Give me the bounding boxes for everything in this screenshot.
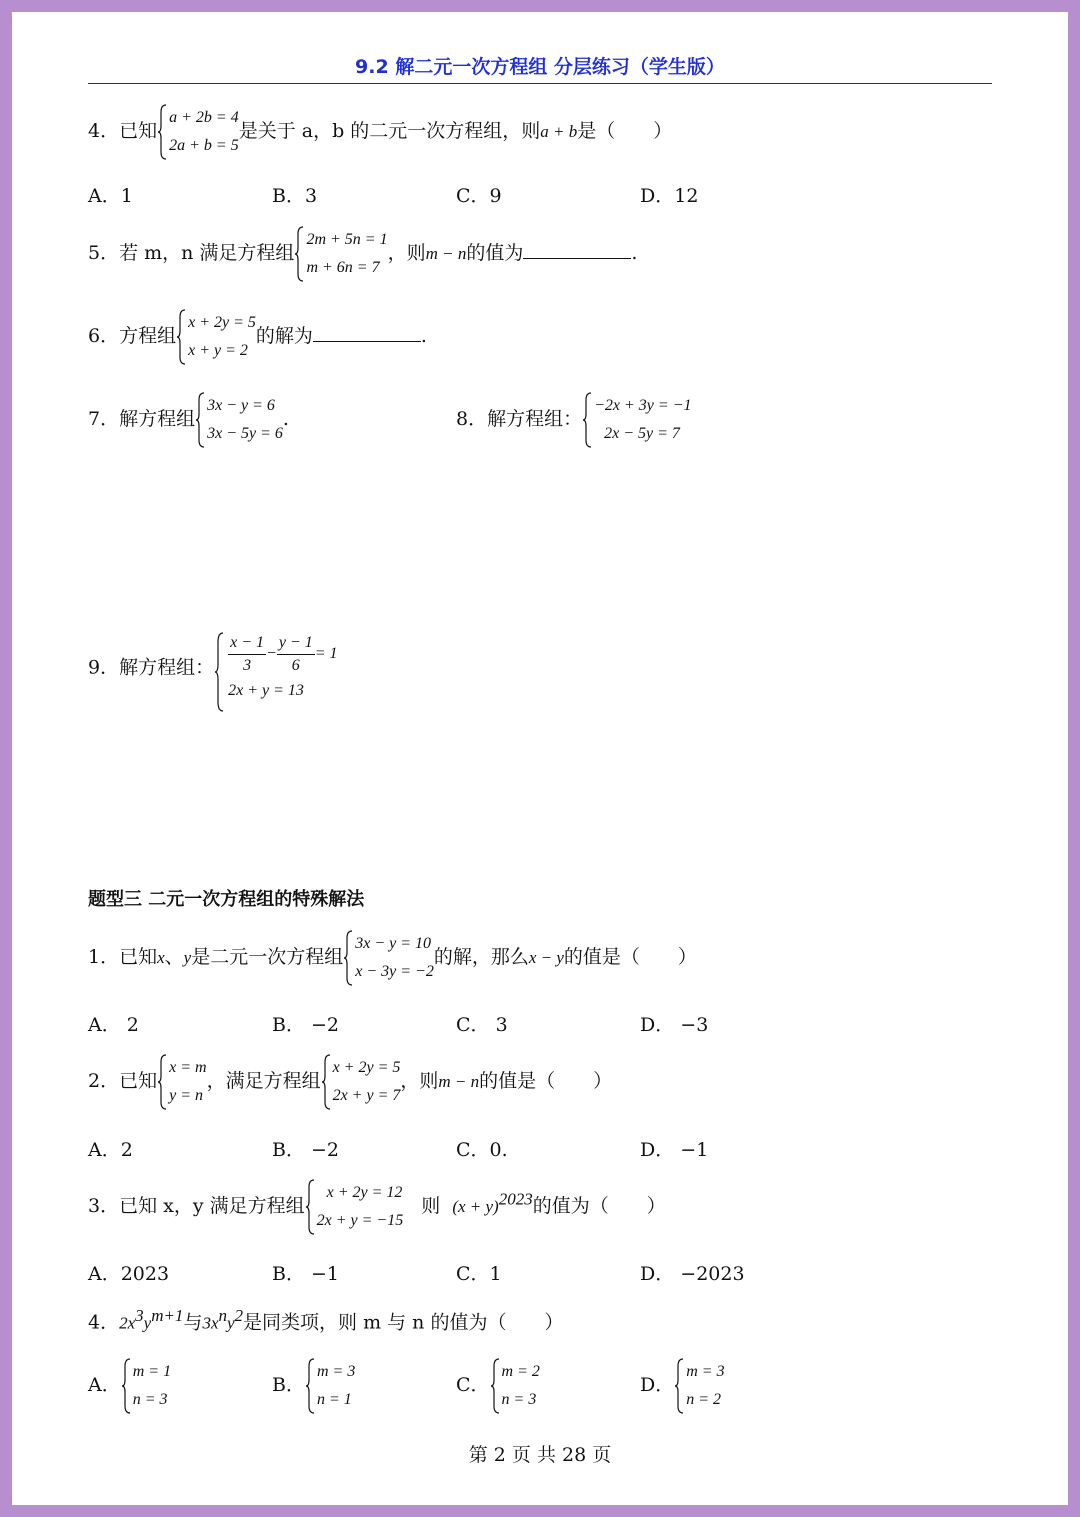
s4-option-b xyxy=(272,1358,355,1414)
question-text: . xyxy=(420,325,427,347)
equation-line: x + y = 2 xyxy=(188,342,248,359)
s1-option-c: C． 3 xyxy=(456,1014,508,1036)
brace-icon xyxy=(121,1358,131,1414)
q4-option-c: C．9 xyxy=(456,185,502,207)
equation-line: 3x − y = 10 xyxy=(355,935,432,952)
equation-line: −2x + 3y = −1 xyxy=(594,397,692,414)
equation-system xyxy=(305,1358,355,1414)
equation-system xyxy=(294,226,387,282)
option-label: C． xyxy=(456,1374,490,1396)
math-term: 3x xyxy=(202,1313,219,1333)
question-number: 1． xyxy=(88,946,120,968)
equation-line: m = 2 xyxy=(501,1363,540,1380)
math-exponent: 3 xyxy=(135,1306,144,1325)
question-text: 的解为 xyxy=(255,325,313,347)
answer-blank[interactable] xyxy=(313,323,421,342)
page-footer: 第 2 页 共 28 页 xyxy=(468,1444,612,1466)
section3-question-3 xyxy=(88,1179,666,1235)
math-exponent: 2023 xyxy=(498,1189,533,1209)
math-expression: = 1 xyxy=(314,645,338,663)
question-number: 7． xyxy=(88,408,120,430)
fraction xyxy=(228,632,266,677)
math-variable: x xyxy=(157,948,165,967)
math-term: y xyxy=(143,1313,152,1333)
fraction-numerator: x − 1 xyxy=(228,632,266,655)
brace-icon xyxy=(582,392,592,448)
question-number: 5． xyxy=(88,242,120,264)
question-5 xyxy=(88,226,637,282)
s1-option-b: B． −2 xyxy=(272,1014,340,1036)
s2-option-c: C．0. xyxy=(456,1139,508,1161)
math-expression: m − n xyxy=(425,244,467,263)
question-text: 是二元一次方程组 xyxy=(191,946,344,968)
q4-option-d: D．12 xyxy=(640,185,699,207)
question-number: 3． xyxy=(88,1195,120,1217)
fraction-denominator: 3 xyxy=(243,657,252,674)
answer-blank[interactable] xyxy=(523,240,631,259)
math-expression: x − y xyxy=(528,948,564,967)
equation-line: 2x + y = 7 xyxy=(332,1087,401,1104)
brace-icon xyxy=(305,1179,315,1235)
question-number: 2． xyxy=(88,1070,120,1092)
question-text: 已知 x，y 满足方程组 xyxy=(119,1195,305,1217)
equation-line: a + 2b = 4 xyxy=(169,109,239,126)
question-text: 解方程组： xyxy=(119,656,215,679)
question-9 xyxy=(88,632,338,705)
equation-line: x + 2y = 5 xyxy=(188,314,256,331)
equation-line: n = 2 xyxy=(686,1391,722,1408)
brace-icon xyxy=(674,1358,684,1414)
s3-option-c: C．1 xyxy=(456,1263,502,1285)
equation-line: m = 3 xyxy=(686,1363,725,1380)
equation-line: 2x + y = 13 xyxy=(228,682,304,699)
s1-option-a: A． 2 xyxy=(88,1014,139,1036)
brace-icon xyxy=(490,1358,500,1414)
question-text: 的值是（ ） xyxy=(479,1070,613,1092)
question-text: ，满足方程组 xyxy=(206,1070,321,1092)
section3-question-2 xyxy=(88,1054,612,1110)
section3-question-4 xyxy=(88,1306,563,1334)
equation-line: m = 1 xyxy=(132,1363,172,1380)
question-text: 方程组 xyxy=(119,325,177,347)
s3-option-b: B． −1 xyxy=(272,1263,340,1285)
equation-line: 2m + 5n = 1 xyxy=(306,231,388,248)
math-exponent: n xyxy=(218,1306,227,1325)
equation-line: 2a + b = 5 xyxy=(169,137,239,154)
question-text: 若 m，n 满足方程组 xyxy=(119,242,295,264)
equation-line: n = 3 xyxy=(501,1391,537,1408)
question-text: 的值为（ ） xyxy=(532,1195,666,1217)
equation-line: n = 1 xyxy=(316,1391,352,1408)
brace-icon xyxy=(176,309,186,365)
equation-system xyxy=(157,104,239,160)
question-text: 解方程组： xyxy=(487,408,583,430)
equation-line: x = m xyxy=(169,1059,207,1076)
math-exponent: m+1 xyxy=(151,1306,184,1325)
equation-system xyxy=(321,1054,401,1110)
question-number: 6． xyxy=(88,325,120,347)
q4-option-b: B．3 xyxy=(272,185,318,207)
question-7 xyxy=(88,392,289,448)
fraction xyxy=(277,632,315,677)
question-text: 是（ ） xyxy=(577,120,673,142)
question-6 xyxy=(88,309,427,365)
math-expression: (x + y) xyxy=(452,1197,499,1216)
brace-icon xyxy=(157,104,167,160)
equation-line xyxy=(228,632,337,677)
equation-system xyxy=(121,1358,171,1414)
s4-option-a xyxy=(88,1358,171,1414)
equation-system xyxy=(195,392,283,448)
question-text: 已知 xyxy=(119,120,158,142)
equation-line: 2x + y = −15 xyxy=(316,1212,404,1229)
s3-option-a: A．2023 xyxy=(88,1263,170,1285)
fraction-numerator: y − 1 xyxy=(277,632,315,655)
option-label: A． xyxy=(88,1374,121,1396)
fraction-denominator: 6 xyxy=(291,657,300,674)
equation-line: x + 2y = 12 xyxy=(326,1184,403,1201)
question-text: 则 xyxy=(421,1195,441,1217)
header-divider xyxy=(88,83,992,84)
equation-line: x + 2y = 5 xyxy=(332,1059,401,1076)
section3-question-1 xyxy=(88,930,697,986)
s2-option-a: A．2 xyxy=(88,1139,133,1161)
brace-icon xyxy=(294,226,304,282)
section-title: 题型三 二元一次方程组的特殊解法 xyxy=(88,889,365,910)
question-text: 是关于 a，b 的二元一次方程组，则 xyxy=(238,120,541,142)
option-label: D． xyxy=(640,1374,675,1396)
question-text: 的值为 xyxy=(466,242,524,264)
question-number: 8． xyxy=(456,408,488,430)
brace-icon xyxy=(214,632,224,712)
question-number: 9． xyxy=(88,656,120,679)
equation-line: m = 3 xyxy=(316,1363,356,1380)
equation-line: m + 6n = 7 xyxy=(306,259,380,276)
question-text: 与 xyxy=(183,1311,203,1334)
question-text: 已知 xyxy=(119,946,158,968)
document-page xyxy=(12,12,1068,1505)
brace-icon xyxy=(305,1358,315,1414)
brace-icon xyxy=(157,1054,167,1110)
option-label: B． xyxy=(272,1374,305,1396)
question-text: ，则 xyxy=(387,242,426,264)
math-term: y xyxy=(227,1313,235,1333)
s4-option-c xyxy=(456,1358,540,1414)
equation-line: 2x − 5y = 7 xyxy=(604,425,680,442)
math-expression: a + b xyxy=(540,122,578,141)
s3-option-d: D． −2023 xyxy=(640,1263,745,1285)
s4-option-d xyxy=(640,1358,725,1414)
question-text: 是同类项，则 m 与 n 的值为（ ） xyxy=(243,1311,564,1334)
equation-system xyxy=(305,1179,404,1235)
question-number: 4． xyxy=(88,120,120,142)
brace-icon xyxy=(321,1054,331,1110)
page-header-title: 9.2 解二元一次方程组 分层练习（学生版） xyxy=(355,56,725,78)
equation-line: 3x − 5y = 6 xyxy=(207,425,283,442)
question-text: . xyxy=(282,408,289,430)
equation-system xyxy=(214,632,337,705)
equation-line: n = 3 xyxy=(132,1391,168,1408)
question-text: 的解，那么 xyxy=(433,946,529,968)
math-exponent: 2 xyxy=(234,1306,244,1325)
s2-option-b: B． −2 xyxy=(272,1139,340,1161)
s2-option-d: D． −1 xyxy=(640,1139,709,1161)
math-term: 2x xyxy=(119,1313,136,1333)
equation-line: 3x − y = 6 xyxy=(207,397,275,414)
question-text: 的值是（ ） xyxy=(563,946,697,968)
equation-system xyxy=(582,392,691,448)
equation-line: y = n xyxy=(169,1087,204,1104)
brace-icon xyxy=(343,930,353,986)
math-expression: m − n xyxy=(438,1072,480,1091)
math-variable: y xyxy=(183,948,192,967)
question-text: 已知 xyxy=(119,1070,158,1092)
equation-system xyxy=(176,309,256,365)
question-8 xyxy=(456,392,692,448)
question-text: 解方程组 xyxy=(119,408,196,430)
s1-option-d: D． −3 xyxy=(640,1014,709,1036)
question-4 xyxy=(88,104,672,160)
equation-system xyxy=(490,1358,540,1414)
math-operator: − xyxy=(266,645,277,663)
equation-system xyxy=(674,1358,724,1414)
q4-option-a: A．1 xyxy=(88,185,133,207)
question-text: . xyxy=(631,242,638,264)
question-text: ，则 xyxy=(400,1070,439,1092)
equation-line: x − 3y = −2 xyxy=(355,963,434,980)
equation-system xyxy=(343,930,434,986)
question-number: 4． xyxy=(88,1311,120,1334)
equation-system xyxy=(157,1054,206,1110)
brace-icon xyxy=(195,392,205,448)
question-text: 、 xyxy=(164,946,184,968)
